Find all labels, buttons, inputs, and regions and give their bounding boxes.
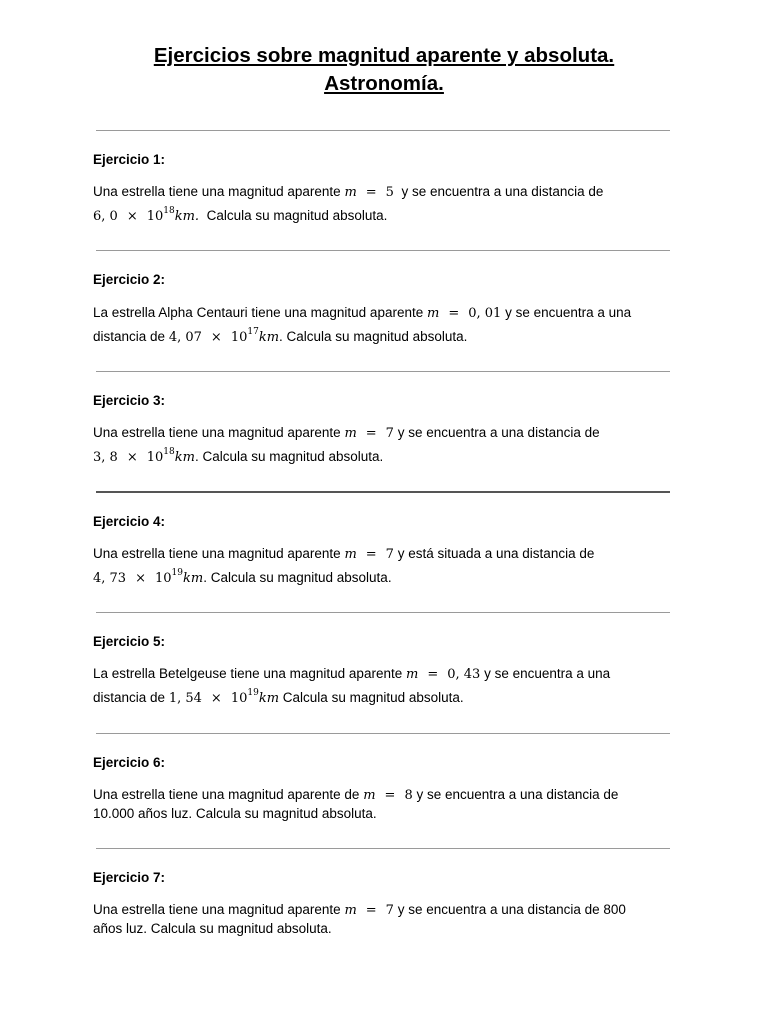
exercise-4-heading: Ejercicio 4: — [93, 514, 166, 529]
exercise-5-text: La estrella Betelgeuse tiene una magnitud aparente m = 0, 43 y se encuentra a una distancia de 1, $54 \times 10^{19}km$ Calcula su magnitud absoluta. — [93, 666, 611, 706]
exercise-7-text: Una estrella tiene una magnitud aparente m = 7 y se encuentra a una distancia de 800 años luz. Calcula su magnitud absoluta. — [93, 902, 626, 936]
exercise-4-text: Una estrella tiene una magnitud aparente m = 7 y está situada a una distancia de 4, $73 \times 10^{19}km$. Calcula su magnitud absoluta. — [93, 546, 595, 586]
divider — [96, 848, 670, 849]
exercise-1-heading: Ejercicio 1: — [93, 152, 166, 167]
exercise-2-text: La estrella Alpha Centauri tiene una magnitud aparente m = 0, 01 y se encuentra a una distancia de 4, $07 \times 10^{17}km$. Calcula su magnitud absoluta. — [93, 305, 632, 345]
exercise-1-text: Una estrella tiene una magnitud aparente m = 5 y se encuentra a una distancia de 6, $0 \times 10^{18}km$. Calcula su magnitud absoluta. — [93, 184, 604, 224]
divider — [96, 371, 670, 372]
exercise-6-heading: Ejercicio 6: — [93, 755, 166, 770]
exercise-3-heading: Ejercicio 3: — [93, 393, 166, 408]
exercise-2-heading: Ejercicio 2: — [93, 272, 166, 287]
divider — [96, 733, 670, 734]
exercise-6-text: Una estrella tiene una magnitud aparente de m = 8 y se encuentra a una distancia de 10.000 años luz. Calcula su magnitud absoluta. — [93, 787, 619, 821]
exercise-3-text: Una estrella tiene una magnitud aparente m = 7 y se encuentra a una distancia de 3, $8 \times 10^{18}km$. Calcula su magnitud absoluta. — [93, 425, 600, 465]
title-line-1: Ejercicios sobre magnitud aparente y absoluta. — [153, 44, 615, 67]
exercise-7-heading: Ejercicio 7: — [93, 870, 166, 885]
title-line-2: Astronomía. — [324, 72, 444, 95]
divider — [96, 612, 670, 613]
divider — [96, 491, 670, 493]
divider — [96, 130, 670, 131]
document-title — [0, 42, 768, 98]
divider — [96, 250, 670, 251]
exercise-5-heading: Ejercicio 5: — [93, 634, 166, 649]
